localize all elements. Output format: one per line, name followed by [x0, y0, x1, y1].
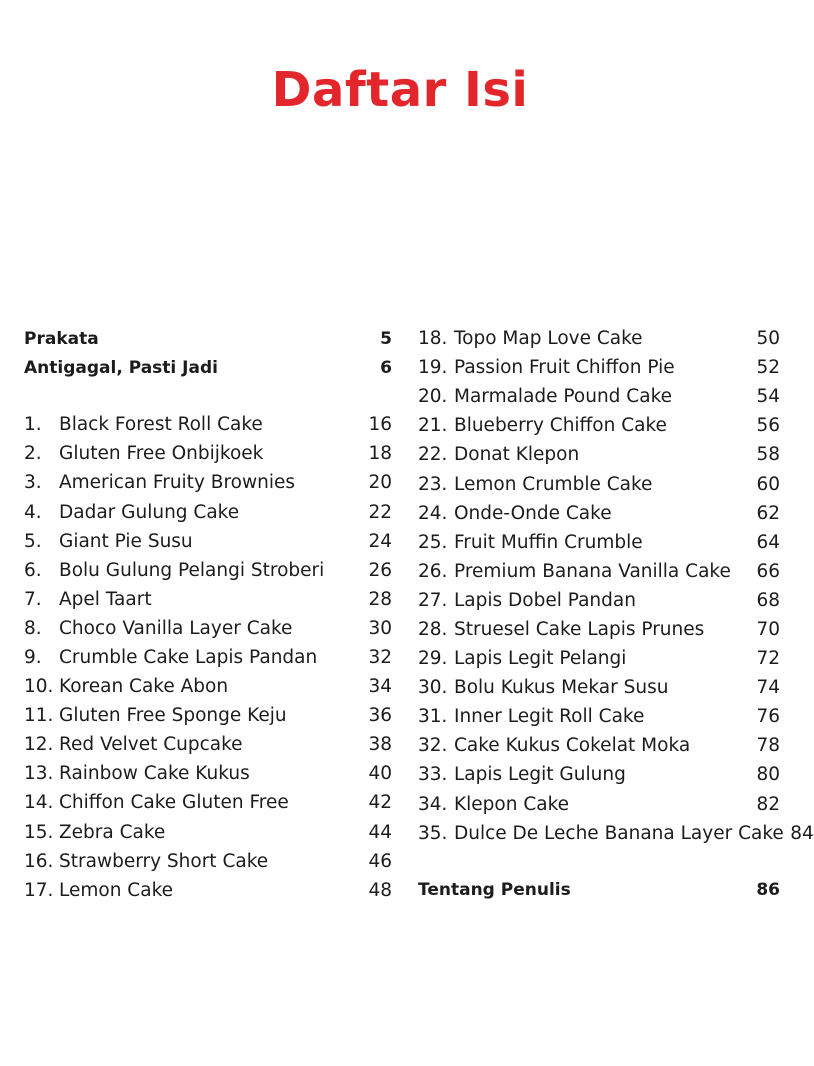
toc-entry-label: Blueberry Chiffon Cake — [454, 415, 667, 437]
toc-entry-number: 16. — [24, 850, 54, 872]
toc-entry-page: 44 — [368, 821, 392, 843]
toc-entry[interactable] — [24, 497, 392, 526]
toc-entry-label: Chiffon Cake Gluten Free — [59, 792, 289, 814]
toc-entry[interactable] — [418, 353, 780, 382]
toc-entry-number: 14. — [24, 792, 54, 814]
toc-right-column — [418, 324, 814, 905]
toc-entry[interactable] — [24, 439, 392, 468]
toc-entry-page: 16 — [368, 414, 392, 436]
toc-entry[interactable] — [418, 557, 780, 586]
toc-entry-label: Apel Taart — [59, 588, 152, 610]
toc-entry-label: Bolu Gulung Pelangi Stroberi — [59, 559, 325, 581]
toc-back-entry[interactable] — [418, 876, 780, 905]
toc-entry-page: 78 — [756, 735, 780, 757]
toc-entry-label: Lapis Legit Gulung — [454, 764, 626, 786]
toc-entry-number: 15. — [24, 821, 54, 843]
toc-entry[interactable] — [418, 528, 780, 557]
toc-entry[interactable] — [24, 556, 392, 585]
toc-entry-number: 26. — [418, 560, 448, 582]
toc-entry-label: Antigagal, Pasti Jadi — [24, 357, 218, 378]
toc-left-column — [24, 324, 392, 905]
toc-entry-label: Lemon Crumble Cake — [454, 473, 653, 495]
toc-entry[interactable] — [418, 499, 780, 528]
toc-entry-page: 42 — [368, 792, 392, 814]
toc-entry-page: 24 — [368, 530, 392, 552]
toc-entry[interactable] — [24, 527, 392, 556]
toc-entry[interactable] — [24, 876, 392, 905]
toc-entry-number: 4. — [24, 501, 42, 523]
toc-entry-label: Dulce De Leche Banana Layer Cake — [454, 822, 784, 844]
toc-entry[interactable] — [24, 759, 392, 788]
toc-entry-page: 80 — [756, 764, 780, 786]
toc-entry-label: Klepon Cake — [454, 793, 570, 815]
toc-entry-page: 34 — [368, 676, 392, 698]
toc-entry-page: 72 — [756, 648, 780, 670]
toc-entry-page: 60 — [756, 473, 780, 495]
toc-entry[interactable] — [24, 643, 392, 672]
toc-entry[interactable] — [24, 672, 392, 701]
toc-front-entry[interactable] — [24, 353, 392, 382]
toc-entry-label: Premium Banana Vanilla Cake — [454, 560, 731, 582]
toc-entry-page: 54 — [756, 386, 780, 408]
toc-entry-label: Zebra Cake — [59, 821, 166, 843]
toc-entry-page: 68 — [756, 589, 780, 611]
toc-entry-page: 74 — [756, 677, 780, 699]
toc-entry-label: Passion Fruit Chiffon Pie — [454, 357, 675, 379]
toc-entry-number: 5. — [24, 530, 42, 552]
toc-entry-page: 5 — [380, 328, 392, 349]
toc-entry-number: 8. — [24, 617, 42, 639]
toc-spacer — [24, 382, 392, 410]
toc-entry-label: Lapis Dobel Pandan — [454, 589, 636, 611]
toc-entry-label: Cake Kukus Cokelat Moka — [454, 735, 691, 757]
toc-entry-number: 17. — [24, 879, 54, 901]
toc-entry-label: Crumble Cake Lapis Pandan — [59, 646, 318, 668]
toc-spacer — [418, 848, 780, 876]
toc-entry-number: 35. — [418, 822, 448, 844]
toc-entry-number: 31. — [418, 706, 448, 728]
toc-entry-number: 7. — [24, 588, 42, 610]
toc-entry[interactable] — [24, 701, 392, 730]
toc-entry-label: Lemon Cake — [59, 879, 173, 901]
toc-entry[interactable] — [24, 585, 392, 614]
toc-entry-label: Inner Legit Roll Cake — [454, 706, 645, 728]
toc-entry[interactable] — [24, 410, 392, 439]
toc-entry-number: 20. — [418, 386, 448, 408]
toc-entry-label: Onde-Onde Cake — [454, 502, 612, 524]
toc-entry-number: 18. — [418, 328, 448, 350]
toc-entry-number: 34. — [418, 793, 448, 815]
toc-entry[interactable] — [24, 847, 392, 876]
toc-entry[interactable] — [418, 731, 780, 760]
toc-entry[interactable] — [418, 819, 814, 848]
page-title: Daftar Isi — [271, 62, 529, 118]
toc-entry-label: Gluten Free Sponge Keju — [59, 705, 287, 727]
toc-entry[interactable] — [418, 469, 780, 498]
toc-entry-page: 48 — [368, 879, 392, 901]
toc-entry-page: 6 — [380, 357, 392, 378]
toc-entry-page: 56 — [756, 415, 780, 437]
toc-entry-number: 33. — [418, 764, 448, 786]
toc-entry-number: 24. — [418, 502, 448, 524]
toc-entry[interactable] — [418, 411, 780, 440]
toc-entry[interactable] — [418, 615, 780, 644]
toc-entry[interactable] — [24, 818, 392, 847]
toc-entry-number: 10. — [24, 676, 54, 698]
toc-entry-page: 40 — [368, 763, 392, 785]
toc-entry-number: 19. — [418, 357, 448, 379]
toc-entry-page: 30 — [368, 617, 392, 639]
toc-entry[interactable] — [24, 788, 392, 817]
toc-entry-label: Tentang Penulis — [418, 880, 571, 901]
toc-entry-page: 28 — [368, 588, 392, 610]
toc-entry-label: Black Forest Roll Cake — [59, 414, 263, 436]
toc-entry[interactable] — [24, 614, 392, 643]
toc-entry-page: 26 — [368, 559, 392, 581]
toc-entry[interactable] — [24, 468, 392, 497]
toc-entry-page: 62 — [756, 502, 780, 524]
toc-entry-label: Korean Cake Abon — [59, 676, 229, 698]
toc-entry-number: 3. — [24, 472, 42, 494]
toc-entry[interactable] — [418, 440, 780, 469]
toc-entry-number: 9. — [24, 646, 42, 668]
toc-entry-label: Red Velvet Cupcake — [59, 734, 243, 756]
toc-entry-number: 11. — [24, 705, 54, 727]
toc-entry-page: 64 — [756, 531, 780, 553]
toc-entry-number: 30. — [418, 677, 448, 699]
toc-entry-number: 6. — [24, 559, 42, 581]
toc-entry-page: 66 — [756, 560, 780, 582]
toc-entry-page: 38 — [368, 734, 392, 756]
toc-entry-page: 20 — [368, 472, 392, 494]
toc-entry[interactable] — [418, 760, 780, 789]
toc-entry[interactable] — [418, 324, 780, 353]
toc-entry-page: 70 — [756, 618, 780, 640]
toc-entry-label: Rainbow Cake Kukus — [59, 763, 250, 785]
toc-entry-label: Marmalade Pound Cake — [454, 386, 672, 408]
toc-entry-page: 52 — [756, 357, 780, 379]
toc-entry-page: 86 — [756, 880, 780, 901]
toc-entry-number: 22. — [418, 444, 448, 466]
toc-entry-number: 12. — [24, 734, 54, 756]
toc-entry-page: 50 — [756, 328, 780, 350]
toc-entry-label: Gluten Free Onbijkoek — [59, 443, 264, 465]
toc-entry-page: 82 — [756, 793, 780, 815]
toc-entry-page: 22 — [368, 501, 392, 523]
toc-entry-label: Choco Vanilla Layer Cake — [59, 617, 293, 639]
toc-entry-page: 84 — [790, 822, 814, 844]
toc-entry-label: Donat Klepon — [454, 444, 580, 466]
toc-entry-number: 2. — [24, 443, 42, 465]
toc-entry[interactable] — [418, 644, 780, 673]
toc-entry-label: American Fruity Brownies — [59, 472, 295, 494]
toc-entry-label: Prakata — [24, 328, 99, 349]
toc-entry-label: Giant Pie Susu — [59, 530, 193, 552]
toc-entry[interactable] — [418, 790, 780, 819]
toc-entry-page: 46 — [368, 850, 392, 872]
toc-entry-label: Strawberry Short Cake — [59, 850, 269, 872]
toc-entry-page: 32 — [368, 646, 392, 668]
toc-entry-number: 21. — [418, 415, 448, 437]
toc-entry[interactable] — [418, 586, 780, 615]
toc-entry-page: 76 — [756, 706, 780, 728]
toc-entry-page: 18 — [368, 443, 392, 465]
toc-entry[interactable] — [24, 730, 392, 759]
toc-entry-label: Topo Map Love Cake — [454, 328, 643, 350]
toc-entry-label: Bolu Kukus Mekar Susu — [454, 677, 669, 699]
toc-front-entry[interactable] — [24, 324, 392, 353]
toc-entry[interactable] — [418, 382, 780, 411]
toc-entry-label: Dadar Gulung Cake — [59, 501, 240, 523]
toc-entry-number: 28. — [418, 618, 448, 640]
toc-entry-page: 58 — [756, 444, 780, 466]
toc-entry-number: 1. — [24, 414, 42, 436]
toc-entry-label: Lapis Legit Pelangi — [454, 648, 627, 670]
toc-entry-number: 23. — [418, 473, 448, 495]
toc-entry-label: Fruit Muffin Crumble — [454, 531, 643, 553]
toc-entry-label: Struesel Cake Lapis Prunes — [454, 618, 705, 640]
toc-entry-number: 29. — [418, 648, 448, 670]
toc-entry-number: 13. — [24, 763, 54, 785]
toc-entry[interactable] — [418, 702, 780, 731]
toc-entry-number: 32. — [418, 735, 448, 757]
toc-entry-number: 25. — [418, 531, 448, 553]
toc-entry-number: 27. — [418, 589, 448, 611]
toc-entry[interactable] — [418, 673, 780, 702]
toc-entry-page: 36 — [368, 705, 392, 727]
